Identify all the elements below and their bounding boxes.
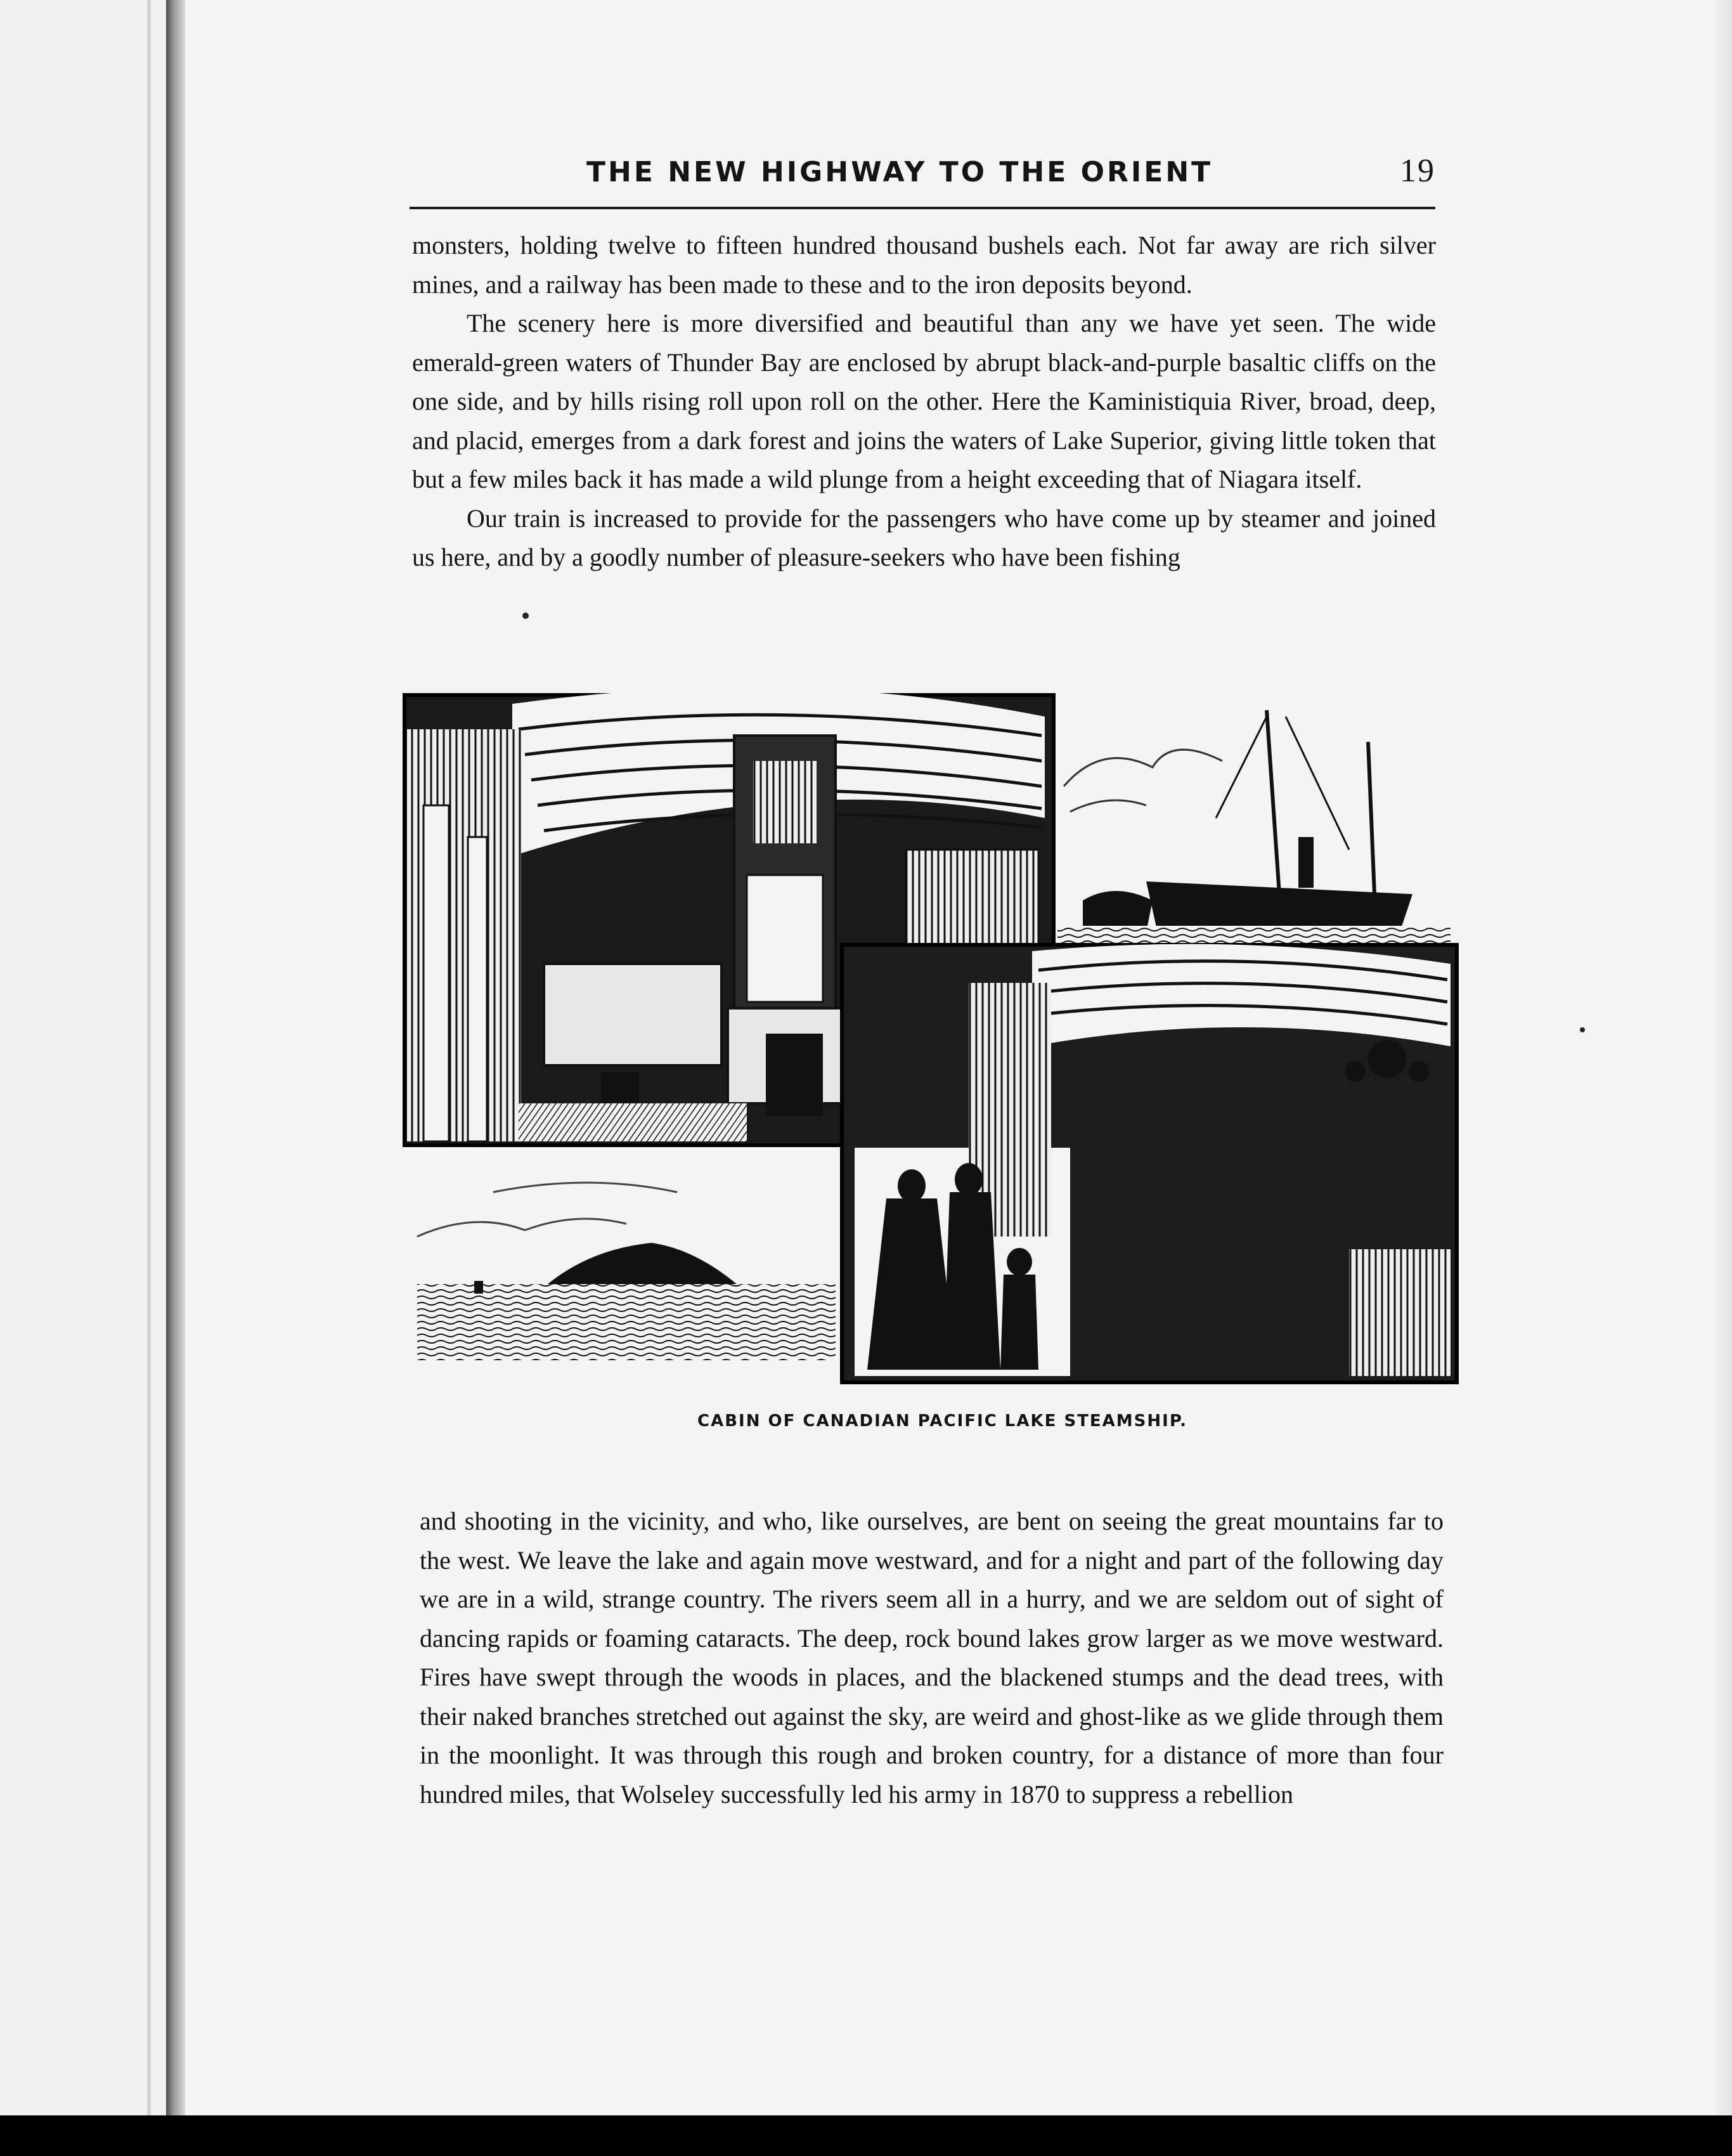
running-head: THE NEW HIGHWAY TO THE ORIENT bbox=[586, 156, 1213, 188]
body-text-top bbox=[412, 226, 1436, 577]
figure-caption: CABIN OF CANADIAN PACIFIC LAKE STEAMSHIP. bbox=[697, 1412, 1187, 1431]
lake-island-vignette bbox=[417, 1183, 836, 1360]
steamship-cabin-illustration bbox=[398, 691, 1461, 1389]
ink-speck bbox=[1580, 1027, 1585, 1032]
header-rule bbox=[410, 207, 1435, 209]
binding-gutter bbox=[166, 0, 185, 2115]
paragraph: monsters, holding twelve to fifteen hundred thousand bushels each. Not far away are rich silver mines, and a railway has been made to these and to the iron deposits beyond. bbox=[412, 231, 1436, 299]
body-text-bottom bbox=[420, 1502, 1444, 1814]
scan-bottom-band bbox=[0, 2115, 1732, 2156]
saloon-passengers-engraving bbox=[842, 944, 1457, 1382]
spine-line bbox=[147, 0, 151, 2115]
page-right-edge bbox=[1713, 0, 1732, 2115]
ink-speck bbox=[522, 613, 529, 619]
previous-page-edge bbox=[0, 0, 166, 2115]
paragraph: Our train is increased to provide for the passengers who have come up by steamer and joined us here, and by a goodly number of pleasure-seekers who have been fishing bbox=[412, 503, 1436, 571]
page-number: 19 bbox=[1400, 153, 1435, 189]
steamship-vignette bbox=[1057, 710, 1451, 958]
paragraph: The scenery here is more diversified and beautiful than any we have yet seen. The wide emerald-green waters of Thunder Bay are enclosed by abrupt black-and-purple basaltic cliffs on the one side, and by hills rising roll upon roll on the other. Here the Kaministiquia River, broad, deep, and placid, emerges from a dark forest and joins the waters of Lake Superior, giving little token that but a few miles back it has made a wild plunge from a height exceeding that of Niagara itself. bbox=[412, 309, 1436, 493]
paragraph: and shooting in the vicinity, and who, like ourselves, are bent on seeing the great mountains far to the west. We leave the lake and again move westward, and for a night and part of the following day we are in a wild, strange country. The rivers seem all in a hurry, and we are seldom out of sight of dancing rapids or foaming cataracts. The deep, rock bound lakes grow larger as we move westward. Fires have swept through the woods in places, and the blackened stumps and the dead trees, with their naked branches stretched out against the sky, are weird and ghost-like as we glide through them in the moonlight. It was through this rough and broken country, for a distance of more than four hundred miles, that Wolseley successfully led his army in 1870 to suppress a rebellion bbox=[420, 1507, 1444, 1809]
